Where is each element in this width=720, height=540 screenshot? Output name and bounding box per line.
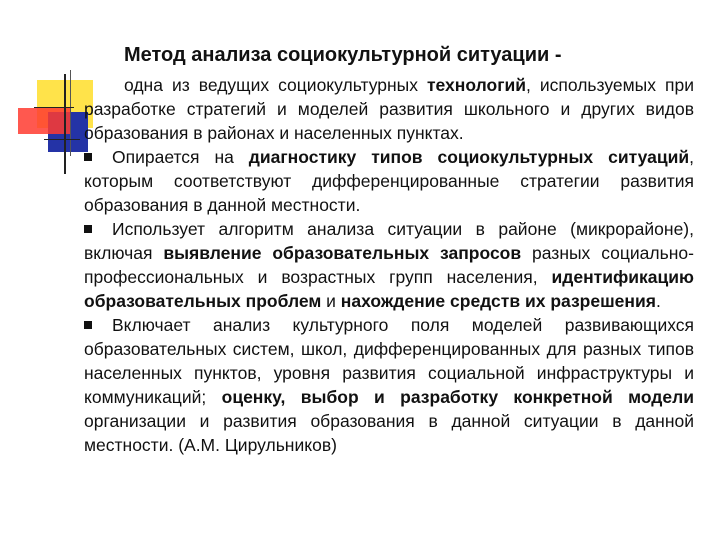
text-run: . (655, 291, 661, 311)
bullet-list (84, 145, 694, 457)
vertical-line (70, 70, 71, 156)
bold-text-run: диагностику типов социокультурных ситуаций (248, 147, 690, 167)
vertical-line (64, 74, 66, 174)
slide-content (84, 44, 694, 457)
bold-text-run: оценку, выбор и разработку конкретной модели (221, 387, 694, 407)
text-run: организации и развития образования в данной ситуации в данной местности. (А.М. Цирульников) (84, 411, 694, 455)
bullet-item (84, 217, 694, 313)
slide-title: Метод анализа социокультурной ситуации - (124, 44, 562, 66)
bullet-item (84, 313, 694, 457)
bullet-item (84, 145, 694, 217)
text-run: Включает анализ культурного поля моделей развивающихся образовательных систем, школ, дифференцированных для разных типов населенных пунктов, уровня развития социальной инфраструктуры и коммуникаций; (84, 315, 694, 407)
bold-text-run: выявление образовательных запросов (163, 243, 522, 263)
text-run: Использует алгоритм анализа ситуации в районе (микрорайоне), включая (84, 219, 694, 263)
text-run: одна из ведущих социокультурных (124, 75, 427, 95)
text-run: , которым соответствуют дифференцированные стратегии развития образования в данной местности. (84, 147, 694, 215)
red-square (18, 108, 70, 134)
bold-text-run: идентификацию образовательных проблем (84, 267, 694, 311)
text-run: , используемых при разработке стратегий и моделей развития школьного и других видов образования в районах и населенных пунктах. (84, 75, 694, 143)
square-bullet-icon (84, 225, 92, 233)
horizontal-line (44, 139, 80, 140)
horizontal-line (34, 107, 74, 108)
intro-paragraph (84, 73, 694, 145)
bold-text-run: технологий (426, 75, 526, 95)
square-bullet-icon (84, 321, 92, 329)
bold-text-run: нахождение средств их разрешения (340, 291, 656, 311)
text-run: и (321, 291, 341, 311)
square-bullet-icon (84, 153, 92, 161)
text-run: Опирается на (112, 147, 249, 167)
text-run: разных социально-профессиональных и возрастных групп населения, (84, 243, 694, 287)
